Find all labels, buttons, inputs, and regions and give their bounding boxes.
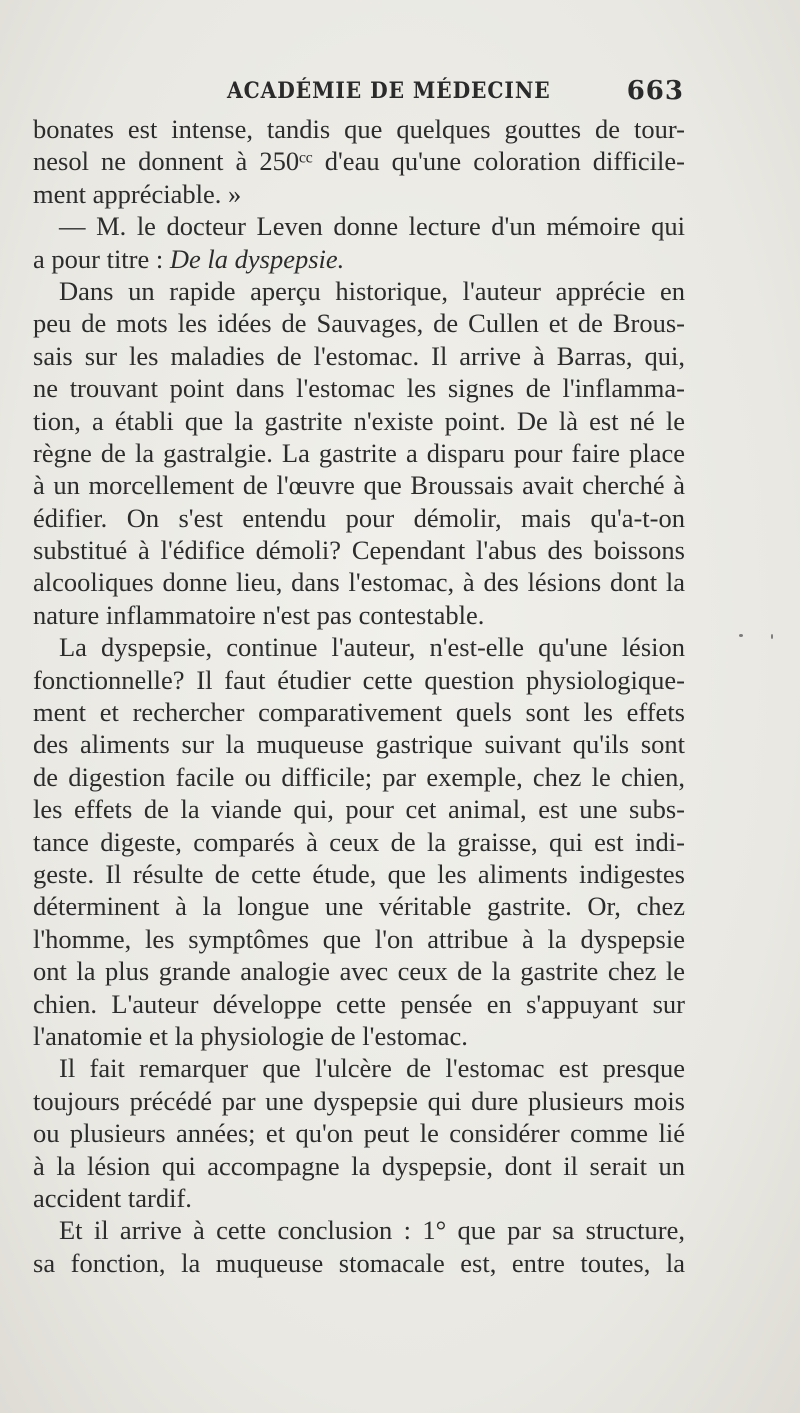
text-line: substitué à l'édifice démoli? Cependant l'abus des boissons [33, 535, 685, 566]
text-line: chien. L'auteur développe cette pensée en s'appuyant sur [33, 988, 685, 1019]
text-line: ont la plus grande analogie avec ceux de la gastrite chez le [33, 956, 685, 987]
text-line: à la lésion qui accompagne la dyspepsie, dont il serait un [33, 1150, 685, 1181]
text-line: à un morcellement de l'œuvre que Broussais avait cherché à [33, 470, 685, 501]
text-line [33, 243, 685, 275]
text-line: peu de mots les idées de Sauvages, de Cullen et de Brous- [33, 308, 685, 339]
text-line: accident tardif. [33, 1182, 192, 1213]
page-header [30, 74, 684, 110]
paragraph-5 [33, 1052, 685, 1214]
text-line: geste. Il résulte de cette étude, que les aliments indigestes [33, 858, 685, 889]
paragraph-3 [33, 275, 685, 631]
text-line: ment appréciable. » [33, 178, 242, 209]
page-number: 663 [626, 76, 684, 106]
text-line: toujours précédé par une dyspepsie qui dure plusieurs mois [33, 1085, 685, 1116]
text-line: Et il arrive à cette conclusion : 1° que par sa structure, [59, 1215, 685, 1246]
text-line: ne trouvant point dans l'estomac les signes de l'inflamma- [33, 373, 685, 404]
memoir-title: De la dyspepsie. [169, 243, 345, 274]
margin-speck [771, 634, 773, 639]
text-line: déterminent à la longue une véritable gastrite. Or, chez [33, 891, 685, 922]
title-prefix: a pour titre : [33, 243, 170, 274]
paragraph-4 [33, 631, 685, 1052]
body-text [33, 113, 685, 1279]
text-line: tance digeste, comparés à ceux de la graisse, qui est indi- [33, 826, 685, 857]
text-line: fonctionnelle? Il faut étudier cette question physiologique- [33, 664, 685, 695]
paragraph-6 [33, 1214, 685, 1279]
margin-speck [739, 634, 743, 637]
text-line: règne de la gastralgie. La gastrite a disparu pour faire place [33, 437, 685, 468]
text-line: nesol ne donnent à 250ᶜᶜ d'eau qu'une coloration difficile- [33, 146, 685, 177]
text-line: sais sur les maladies de l'estomac. Il arrive à Barras, qui, [33, 340, 685, 371]
text-line: La dyspepsie, continue l'auteur, n'est-elle qu'une lésion [59, 632, 685, 663]
text-line: Il fait remarquer que l'ulcère de l'estomac est presque [59, 1053, 685, 1084]
text-line: les effets de la viande qui, pour cet animal, est une subs- [33, 794, 685, 825]
text-line: l'anatomie et la physiologie de l'estomac. [33, 1020, 468, 1051]
text-line: bonates est intense, tandis que quelques gouttes de tour- [33, 114, 685, 144]
text-line: ment et rechercher comparativement quels sont les effets [33, 697, 685, 728]
paragraph-2 [33, 210, 685, 275]
text-line: ou plusieurs années; et qu'on peut le considérer comme lié [33, 1118, 685, 1149]
text-line: sa fonction, la muqueuse stomacale est, entre toutes, la [33, 1247, 685, 1278]
running-head: ACADÉMIE DE MÉDECINE [227, 78, 551, 104]
text-line: nature inflammatoire n'est pas contestable. [33, 599, 485, 630]
text-line: des aliments sur la muqueuse gastrique suivant qu'ils sont [33, 729, 685, 760]
text-line: de digestion facile ou difficile; par exemple, chez le chien, [33, 761, 685, 792]
text-line: — M. le docteur Leven donne lecture d'un mémoire qui [59, 211, 685, 242]
text-line: l'homme, les symptômes que l'on attribue à la dyspepsie [33, 923, 685, 954]
text-line: édifier. On s'est entendu pour démolir, mais qu'a-t-on [33, 502, 685, 533]
text-line: tion, a établi que la gastrite n'existe point. De là est né le [33, 405, 685, 436]
paragraph-1 [33, 113, 685, 210]
text-line: alcooliques donne lieu, dans l'estomac, à des lésions dont la [33, 567, 685, 598]
text-line: Dans un rapide aperçu historique, l'auteur apprécie en [59, 275, 685, 306]
